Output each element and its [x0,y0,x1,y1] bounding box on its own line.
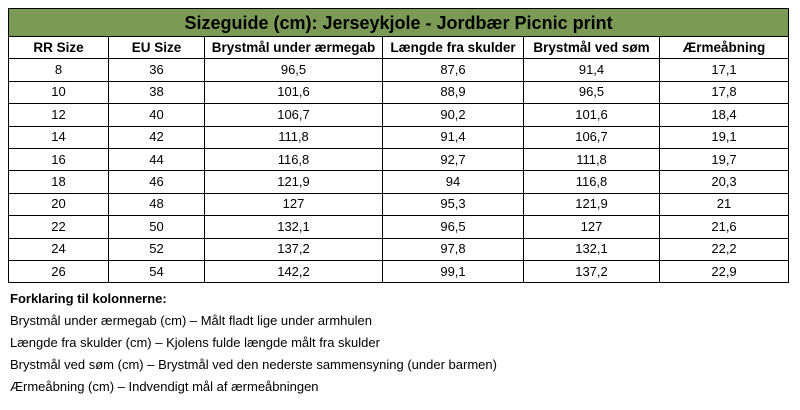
table-cell: 116,8 [524,171,660,193]
column-header-sleeve-opening: Ærmeåbning [660,37,789,59]
table-cell: 121,9 [524,193,660,215]
table-cell: 137,2 [205,238,383,260]
table-cell: 19,7 [660,148,789,170]
table-cell: 48 [109,193,205,215]
note-line: Brystmål under ærmegab (cm) – Målt fladt lige under armhulen [10,313,372,329]
table-cell: 26 [9,260,109,282]
table-cell: 111,8 [205,126,383,148]
table-cell: 22 [9,216,109,238]
table-cell: 127 [524,216,660,238]
table-cell: 101,6 [524,104,660,126]
column-header-eu-size: EU Size [109,37,205,59]
table-cell: 18 [9,171,109,193]
table-cell: 36 [109,59,205,81]
table-cell: 96,5 [383,216,524,238]
table-row [9,81,789,103]
table-cell: 94 [383,171,524,193]
table-cell: 127 [205,193,383,215]
table-cell: 46 [109,171,205,193]
size-guide [8,8,788,398]
table-cell: 97,8 [383,238,524,260]
table-cell: 106,7 [524,126,660,148]
table-cell: 10 [9,81,109,103]
table-row [9,171,789,193]
notes-heading: Forklaring til kolonnerne: [10,291,167,307]
table-cell: 111,8 [524,148,660,170]
table-cell: 14 [9,126,109,148]
column-header-length-shoulder: Længde fra skulder [383,37,524,59]
table-cell: 22,9 [660,260,789,282]
table-cell: 17,1 [660,59,789,81]
table-cell: 91,4 [383,126,524,148]
size-table [8,8,789,283]
table-cell: 24 [9,238,109,260]
table-row [9,59,789,81]
table-cell: 21 [660,193,789,215]
table-cell: 121,9 [205,171,383,193]
title-row [9,9,789,37]
table-row [9,216,789,238]
table-cell: 96,5 [524,81,660,103]
table-row [9,260,789,282]
table-row [9,104,789,126]
table-cell: 137,2 [524,260,660,282]
table-cell: 18,4 [660,104,789,126]
table-cell: 38 [109,81,205,103]
table-cell: 88,9 [383,81,524,103]
table-cell: 8 [9,59,109,81]
table-row [9,148,789,170]
table-cell: 52 [109,238,205,260]
table-title: Sizeguide (cm): Jerseykjole - Jordbær Picnic print [9,9,789,37]
note-line: Ærmeåbning (cm) – Indvendigt mål af ærmeåbningen [10,379,319,395]
table-cell: 87,6 [383,59,524,81]
table-cell: 22,2 [660,238,789,260]
table-cell: 21,6 [660,216,789,238]
table-cell: 20 [9,193,109,215]
table-cell: 101,6 [205,81,383,103]
header-row [9,37,789,59]
column-notes [8,288,788,398]
note-line: Brystmål ved søm (cm) – Brystmål ved den nederste sammensyning (under barmen) [10,357,497,373]
table-cell: 42 [109,126,205,148]
table-cell: 54 [109,260,205,282]
table-cell: 116,8 [205,148,383,170]
table-cell: 90,2 [383,104,524,126]
column-header-bust-seam: Brystmål ved søm [524,37,660,59]
column-header-bust-underarm: Brystmål under ærmegab [205,37,383,59]
table-cell: 99,1 [383,260,524,282]
table-cell: 106,7 [205,104,383,126]
table-cell: 19,1 [660,126,789,148]
note-line: Længde fra skulder (cm) – Kjolens fulde længde målt fra skulder [10,335,380,351]
table-body [9,59,789,283]
table-cell: 91,4 [524,59,660,81]
table-cell: 132,1 [205,216,383,238]
table-cell: 132,1 [524,238,660,260]
table-row [9,193,789,215]
table-cell: 40 [109,104,205,126]
table-cell: 50 [109,216,205,238]
table-cell: 20,3 [660,171,789,193]
table-row [9,238,789,260]
table-row [9,126,789,148]
table-cell: 17,8 [660,81,789,103]
table-cell: 92,7 [383,148,524,170]
table-cell: 16 [9,148,109,170]
column-header-rr-size: RR Size [9,37,109,59]
table-cell: 142,2 [205,260,383,282]
table-cell: 96,5 [205,59,383,81]
table-cell: 95,3 [383,193,524,215]
table-cell: 12 [9,104,109,126]
table-cell: 44 [109,148,205,170]
